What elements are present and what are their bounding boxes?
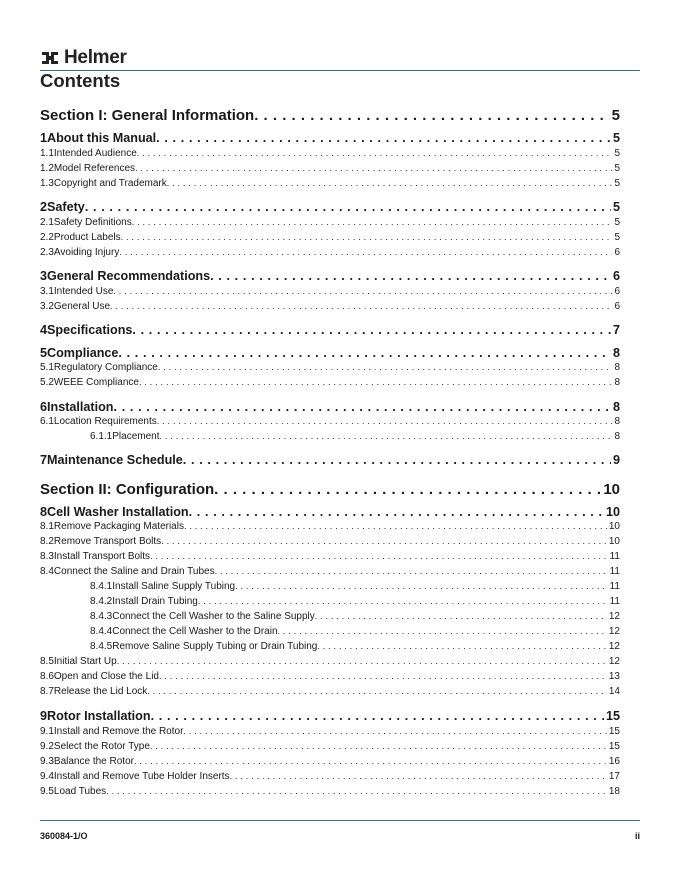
toc-entry-number: 2.2 [40,232,54,243]
dot-leader [117,656,607,666]
toc-entry-number: 8.3 [40,551,54,562]
toc-entry-page: 5 [614,217,620,228]
toc-entry-sub[interactable] [40,771,620,785]
header-rule [40,70,640,71]
toc-entry-sub[interactable] [40,217,620,231]
toc-entry-page: 15 [608,726,620,737]
toc-entry-sub[interactable] [40,756,620,770]
dot-leader [121,232,613,242]
toc-entry-number: 8.4.2 [90,596,113,607]
toc-entry-page: 12 [608,611,620,622]
toc-entry-number: 1 [40,131,48,145]
toc-entry-sub[interactable] [40,741,620,755]
toc-entry-number: 5.2 [40,377,54,388]
toc-entry-title: Copyright and Trademark [53,178,167,189]
toc-entry-title: Initial Start Up [53,656,117,667]
toc-entry-page: 6 [614,301,620,312]
toc-entry-page: 11 [609,596,620,607]
toc-entry-title: Balance the Rotor [53,756,134,767]
toc-entry-sub[interactable] [40,656,620,670]
dot-leader [183,726,606,736]
dot-leader [315,611,607,621]
footer-rule [40,820,640,821]
toc-entry-page: 9 [612,453,620,467]
toc-entry-number: 6.1 [40,416,54,427]
dot-leader [160,431,613,441]
toc-entry-number: 9.4 [40,771,54,782]
toc-entry-page: 10 [608,521,620,532]
toc-entry-number: 7 [40,453,48,467]
toc-entry-number: 8 [40,505,48,519]
toc-entry-chapter[interactable] [40,269,620,286]
toc-entry-title: Install Drain Tubing [112,596,198,607]
toc-entry-number: 9.2 [40,741,54,752]
toc-entry-number: 1.1 [40,148,54,159]
toc-entry-sub[interactable] [40,148,620,162]
helmer-logo-icon [40,49,60,67]
toc-entry-page: 11 [609,581,620,592]
toc-entry-chapter[interactable] [40,505,620,522]
toc-entry-page: 15 [605,709,620,723]
toc-entry-sub[interactable] [40,247,620,261]
dot-leader [210,269,611,283]
toc-entry-number: 1.3 [40,178,54,189]
toc-entry-title: Remove Packaging Materials [53,521,184,532]
dot-leader [159,671,607,681]
toc-entry-number: 5 [40,346,48,360]
toc-entry-title: Install Transport Bolts [53,551,151,562]
toc-entry-section[interactable] [40,481,620,501]
toc-entry-title: Intended Audience [53,148,137,159]
toc-entry-page: 10 [605,505,620,519]
toc-entry-sub[interactable] [40,521,620,535]
dot-leader [118,346,611,360]
toc-entry-page: 12 [608,626,620,637]
toc-entry-chapter[interactable] [40,709,620,726]
toc-entry-sub[interactable] [40,377,620,391]
dot-leader [254,107,609,124]
toc-entry-sub[interactable] [40,286,620,300]
toc-entry-number: 9.5 [40,786,54,797]
toc-entry-sub[interactable] [40,232,620,246]
toc-entry-subsub[interactable] [90,611,620,625]
toc-entry-number: 6 [40,400,48,414]
toc-entry-sub[interactable] [40,416,620,430]
toc-entry-title: Connect the Saline and Drain Tubes [53,566,215,577]
toc-entry-title: Placement [112,431,160,442]
dot-leader [110,301,612,311]
toc-entry-title: Section I: General Information [40,107,255,124]
toc-entry-page: 12 [608,656,620,667]
dot-leader [158,362,613,372]
toc-entry-sub[interactable] [40,671,620,685]
dot-leader [214,481,601,498]
toc-entry-page: 5 [612,131,620,145]
toc-entry-number: 3.1 [40,286,54,297]
toc-entry-number: 9.3 [40,756,54,767]
toc-entry-title: General Recommendations [47,269,211,283]
toc-entry-sub[interactable] [40,178,620,192]
page-title: Contents [40,70,121,91]
toc-entry-sub[interactable] [40,566,620,580]
toc-entry-subsub[interactable] [90,596,620,610]
toc-entry-page: 8 [614,431,620,442]
dot-leader [198,596,608,606]
toc-entry-page: 5 [614,178,620,189]
page-number: ii [634,831,640,841]
toc-entry-number: 8.4.3 [90,611,113,622]
toc-entry-sub[interactable] [40,551,620,565]
toc-entry-number: 1.2 [40,163,54,174]
toc-entry-number: 3.2 [40,301,54,312]
toc-entry-title: Open and Close the Lid [53,671,159,682]
toc-entry-page: 8 [614,377,620,388]
toc-entry-number: 6.1.1 [90,431,113,442]
toc-entry-sub[interactable] [40,301,620,315]
dot-leader [167,178,613,188]
toc-entry-number: 2.1 [40,217,54,228]
dot-leader [230,771,607,781]
toc-entry-title: Location Requirements [53,416,157,427]
toc-entry-title: Specifications [47,323,133,337]
toc-entry-title: Installation [47,400,114,414]
toc-entry-title: Safety [47,200,85,214]
dot-leader [132,323,611,337]
toc-entry-chapter[interactable] [40,400,620,417]
dot-leader [132,217,613,227]
dot-leader [139,377,613,387]
toc-entry-sub[interactable] [40,362,620,376]
toc-entry-title: About this Manual [47,131,157,145]
dot-leader [184,521,607,531]
toc-entry-title: Load Tubes [53,786,107,797]
toc-entry-title: Maintenance Schedule [47,453,183,467]
toc-entry-section[interactable] [40,107,620,127]
toc-entry-page: 6 [614,286,620,297]
toc-entry-title: Avoiding Injury [53,247,120,258]
toc-entry-page: 8 [612,400,620,414]
toc-entry-title: Section II: Configuration [40,481,215,498]
toc-entry-page: 16 [608,756,620,767]
toc-entry-page: 6 [612,269,620,283]
toc-entry-title: Rotor Installation [47,709,151,723]
toc-entry-chapter[interactable] [40,131,620,148]
toc-entry-page: 12 [608,641,620,652]
toc-entry-page: 6 [614,247,620,258]
toc-entry-number: 8.4.4 [90,626,113,637]
toc-entry-title: Select the Rotor Type [53,741,150,752]
toc-entry-number: 8.6 [40,671,54,682]
toc-entry-title: Connect the Cell Washer to the Drain [112,626,278,637]
toc-entry-sub[interactable] [40,163,620,177]
dot-leader [317,641,607,651]
toc-entry-sub[interactable] [40,536,620,550]
toc-entry-number: 8.4.1 [90,581,113,592]
toc-entry-subsub[interactable] [90,626,620,640]
toc-entry-page: 5 [612,200,620,214]
toc-entry-title: Cell Washer Installation [47,505,189,519]
dot-leader [85,200,611,214]
toc-entry-subsub[interactable] [90,431,620,445]
toc-entry-title: Install and Remove Tube Holder Inserts [53,771,230,782]
dot-leader [150,741,607,751]
toc-entry-chapter[interactable] [40,453,620,470]
toc-entry-number: 8.2 [40,536,54,547]
toc-entry-page: 10 [603,481,620,498]
toc-entry-page: 11 [609,551,620,562]
toc-entry-chapter[interactable] [40,323,620,340]
dot-leader [114,400,611,414]
toc-entry-title: Regulatory Compliance [53,362,158,373]
dot-leader [134,756,607,766]
toc-entry-number: 5.1 [40,362,54,373]
toc-entry-page: 14 [608,686,620,697]
toc-entry-title: General Use [53,301,111,312]
dot-leader [151,709,604,723]
toc-entry-subsub[interactable] [90,641,620,655]
toc-entry-title: Install and Remove the Rotor [53,726,184,737]
dot-leader [156,131,611,145]
toc-entry-title: Product Labels [53,232,121,243]
toc-entry-page: 5 [614,232,620,243]
toc-entry-number: 8.4.5 [90,641,113,652]
toc-entry-title: Install Saline Supply Tubing [112,581,236,592]
toc-entry-page: 5 [614,163,620,174]
toc-entry-number: 2.3 [40,247,54,258]
dot-leader [137,148,613,158]
dot-leader [215,566,608,576]
toc-entry-page: 15 [608,741,620,752]
toc-entry-subsub[interactable] [90,581,620,595]
toc-entry-number: 9.1 [40,726,54,737]
dot-leader [235,581,608,591]
toc-entry-sub[interactable] [40,726,620,740]
toc-entry-page: 5 [611,107,620,124]
brand-name: Helmer [64,47,127,68]
dot-leader [150,551,608,561]
toc-entry-number: 2 [40,200,48,214]
toc-entry-title: Remove Transport Bolts [53,536,162,547]
toc-entry-page: 11 [609,566,620,577]
dot-leader [161,536,607,546]
dot-leader [157,416,613,426]
toc-entry-page: 7 [612,323,620,337]
toc-entry-number: 9 [40,709,48,723]
toc-entry-page: 13 [608,671,620,682]
dot-leader [147,686,607,696]
toc-entry-title: Model References [53,163,136,174]
dot-leader [278,626,607,636]
toc-entry-title: Connect the Cell Washer to the Saline Supply [112,611,315,622]
brand-logo [40,47,127,69]
dot-leader [189,505,604,519]
toc-entry-sub[interactable] [40,686,620,700]
toc-entry-page: 8 [612,346,620,360]
toc-entry-number: 8.5 [40,656,54,667]
toc-entry-page: 17 [608,771,620,782]
toc-entry-number: 8.4 [40,566,54,577]
toc-entry-number: 8.7 [40,686,54,697]
document-number: 360084-1/O [40,831,88,841]
dot-leader [119,247,612,257]
toc-entry-page: 8 [614,416,620,427]
toc-entry-title: Release the Lid Lock [53,686,148,697]
toc-entry-chapter[interactable] [40,346,620,363]
toc-entry-number: 4 [40,323,48,337]
toc-entry-number: 8.1 [40,521,54,532]
toc-entry-title: Safety Definitions [53,217,132,228]
toc-entry-page: 10 [608,536,620,547]
toc-entry-title: Intended Use [53,286,114,297]
dot-leader [113,286,612,296]
dot-leader [106,786,607,796]
toc-entry-title: Compliance [47,346,119,360]
toc-entry-sub[interactable] [40,786,620,800]
toc-entry-page: 8 [614,362,620,373]
dot-leader [135,163,612,173]
toc-entry-page: 18 [608,786,620,797]
toc-entry-number: 3 [40,269,48,283]
toc-entry-page: 5 [614,148,620,159]
toc-entry-title: WEEE Compliance [53,377,139,388]
dot-leader [183,453,611,467]
toc-entry-chapter[interactable] [40,200,620,217]
toc-entry-title: Remove Saline Supply Tubing or Drain Tubing [112,641,318,652]
